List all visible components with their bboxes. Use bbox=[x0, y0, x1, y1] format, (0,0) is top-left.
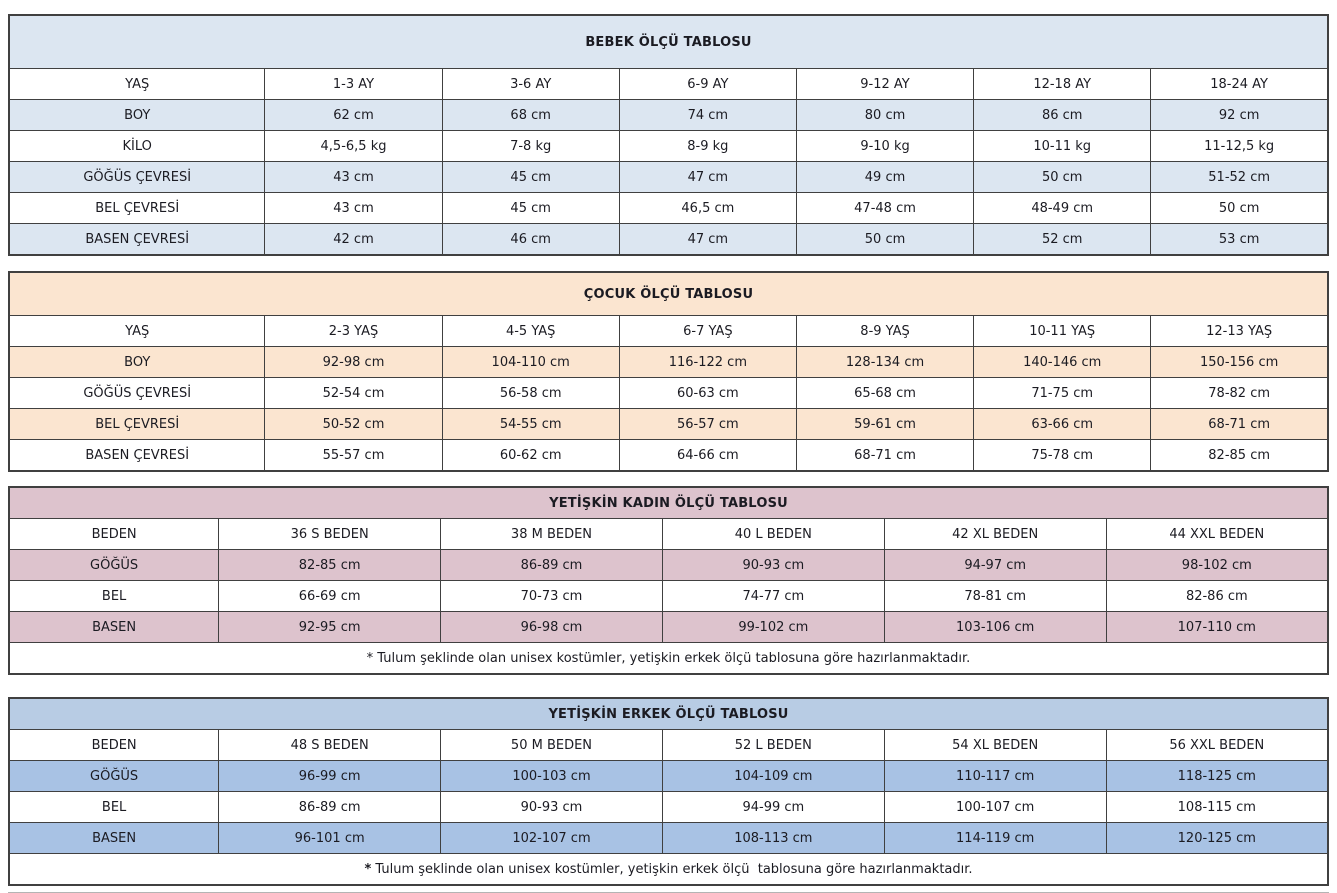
value-cell: 60-62 cm bbox=[442, 440, 619, 472]
value-cell: 100-103 cm bbox=[441, 761, 663, 792]
table-title-row bbox=[9, 272, 1328, 316]
row-label: BEL ÇEVRESİ bbox=[9, 193, 265, 224]
row-label: KİLO bbox=[9, 131, 265, 162]
value-cell: 110-117 cm bbox=[884, 761, 1106, 792]
row-header-label: BEDEN bbox=[9, 519, 219, 550]
value-cell: 100-107 cm bbox=[884, 792, 1106, 823]
value-cell: 43 cm bbox=[265, 193, 442, 224]
value-cell: 68 cm bbox=[442, 100, 619, 131]
kadin-size-table bbox=[8, 486, 1329, 675]
footnote-row bbox=[9, 854, 1328, 886]
row-label: BOY bbox=[9, 100, 265, 131]
value-cell: 99-102 cm bbox=[662, 612, 884, 643]
value-cell: 103-106 cm bbox=[884, 612, 1106, 643]
value-cell: 46,5 cm bbox=[619, 193, 796, 224]
cocuk-table-title: ÇOCUK ÖLÇÜ TABLOSU bbox=[9, 272, 1328, 316]
row-label: BOY bbox=[9, 347, 265, 378]
value-cell: 66-69 cm bbox=[219, 581, 441, 612]
value-cell: 94-99 cm bbox=[662, 792, 884, 823]
table-title-row bbox=[9, 487, 1328, 519]
value-cell: 49 cm bbox=[796, 162, 973, 193]
value-cell: 62 cm bbox=[265, 100, 442, 131]
table-row bbox=[9, 823, 1328, 854]
value-cell: 92-98 cm bbox=[265, 347, 442, 378]
column-header: 50 M BEDEN bbox=[441, 730, 663, 761]
table-row bbox=[9, 409, 1328, 440]
kadin-table-section bbox=[8, 486, 1329, 675]
value-cell: 116-122 cm bbox=[619, 347, 796, 378]
value-cell: 47-48 cm bbox=[796, 193, 973, 224]
value-cell: 82-86 cm bbox=[1106, 581, 1328, 612]
value-cell: 128-134 cm bbox=[796, 347, 973, 378]
value-cell: 68-71 cm bbox=[796, 440, 973, 472]
value-cell: 47 cm bbox=[619, 162, 796, 193]
column-header-row bbox=[9, 730, 1328, 761]
value-cell: 45 cm bbox=[442, 162, 619, 193]
column-header: 6-7 YAŞ bbox=[619, 316, 796, 347]
value-cell: 48-49 cm bbox=[974, 193, 1151, 224]
cocuk-size-table bbox=[8, 271, 1329, 472]
value-cell: 53 cm bbox=[1151, 224, 1328, 256]
column-header: 10-11 YAŞ bbox=[974, 316, 1151, 347]
row-label: GÖĞÜS ÇEVRESİ bbox=[9, 378, 265, 409]
value-cell: 150-156 cm bbox=[1151, 347, 1328, 378]
value-cell: 8-9 kg bbox=[619, 131, 796, 162]
bebek-table-section bbox=[8, 14, 1329, 256]
value-cell: 56-57 cm bbox=[619, 409, 796, 440]
value-cell: 74-77 cm bbox=[662, 581, 884, 612]
value-cell: 50 cm bbox=[796, 224, 973, 256]
table-row bbox=[9, 761, 1328, 792]
erkek-footnote bbox=[9, 854, 1328, 886]
erkek-size-table bbox=[8, 697, 1329, 886]
value-cell: 82-85 cm bbox=[219, 550, 441, 581]
value-cell: 96-98 cm bbox=[441, 612, 663, 643]
footnote-text: Tulum şeklinde olan unisex kostümler, yetişkin erkek ölçü tablosuna göre hazırlanmaktadır. bbox=[373, 650, 971, 666]
column-header: 52 L BEDEN bbox=[662, 730, 884, 761]
value-cell: 86-89 cm bbox=[219, 792, 441, 823]
row-header-label: YAŞ bbox=[9, 69, 265, 100]
value-cell: 65-68 cm bbox=[796, 378, 973, 409]
row-label: BASEN bbox=[9, 823, 219, 854]
value-cell: 107-110 cm bbox=[1106, 612, 1328, 643]
row-label: BASEN bbox=[9, 612, 219, 643]
value-cell: 92 cm bbox=[1151, 100, 1328, 131]
value-cell: 7-8 kg bbox=[442, 131, 619, 162]
column-header: 38 M BEDEN bbox=[441, 519, 663, 550]
value-cell: 74 cm bbox=[619, 100, 796, 131]
value-cell: 96-99 cm bbox=[219, 761, 441, 792]
table-row bbox=[9, 131, 1328, 162]
column-header: 56 XXL BEDEN bbox=[1106, 730, 1328, 761]
column-header: 36 S BEDEN bbox=[219, 519, 441, 550]
value-cell: 55-57 cm bbox=[265, 440, 442, 472]
value-cell: 120-125 cm bbox=[1106, 823, 1328, 854]
value-cell: 54-55 cm bbox=[442, 409, 619, 440]
value-cell: 86-89 cm bbox=[441, 550, 663, 581]
table-title-row bbox=[9, 15, 1328, 69]
value-cell: 118-125 cm bbox=[1106, 761, 1328, 792]
kadin-table-title: YETİŞKİN KADIN ÖLÇÜ TABLOSU bbox=[9, 487, 1328, 519]
value-cell: 43 cm bbox=[265, 162, 442, 193]
table-row bbox=[9, 581, 1328, 612]
value-cell: 108-115 cm bbox=[1106, 792, 1328, 823]
value-cell: 78-81 cm bbox=[884, 581, 1106, 612]
column-header-row bbox=[9, 519, 1328, 550]
column-header: 44 XXL BEDEN bbox=[1106, 519, 1328, 550]
erkek-table-section bbox=[8, 697, 1329, 886]
column-header: 12-13 YAŞ bbox=[1151, 316, 1328, 347]
row-header-label: YAŞ bbox=[9, 316, 265, 347]
column-header: 18-24 AY bbox=[1151, 69, 1328, 100]
column-header: 8-9 YAŞ bbox=[796, 316, 973, 347]
value-cell: 86 cm bbox=[974, 100, 1151, 131]
value-cell: 102-107 cm bbox=[441, 823, 663, 854]
value-cell: 59-61 cm bbox=[796, 409, 973, 440]
column-header: 9-12 AY bbox=[796, 69, 973, 100]
table-row bbox=[9, 612, 1328, 643]
value-cell: 64-66 cm bbox=[619, 440, 796, 472]
kadin-footnote bbox=[9, 643, 1328, 675]
value-cell: 50-52 cm bbox=[265, 409, 442, 440]
table-row bbox=[9, 550, 1328, 581]
table-row bbox=[9, 378, 1328, 409]
value-cell: 68-71 cm bbox=[1151, 409, 1328, 440]
value-cell: 92-95 cm bbox=[219, 612, 441, 643]
bebek-table-title: BEBEK ÖLÇÜ TABLOSU bbox=[9, 15, 1328, 69]
value-cell: 56-58 cm bbox=[442, 378, 619, 409]
column-header: 2-3 YAŞ bbox=[265, 316, 442, 347]
row-label: BASEN ÇEVRESİ bbox=[9, 440, 265, 472]
row-label: BEL ÇEVRESİ bbox=[9, 409, 265, 440]
value-cell: 98-102 cm bbox=[1106, 550, 1328, 581]
value-cell: 90-93 cm bbox=[441, 792, 663, 823]
value-cell: 47 cm bbox=[619, 224, 796, 256]
value-cell: 114-119 cm bbox=[884, 823, 1106, 854]
row-header-label: BEDEN bbox=[9, 730, 219, 761]
column-header: 6-9 AY bbox=[619, 69, 796, 100]
value-cell: 52-54 cm bbox=[265, 378, 442, 409]
bebek-size-table bbox=[8, 14, 1329, 256]
column-header: 48 S BEDEN bbox=[219, 730, 441, 761]
table-row bbox=[9, 440, 1328, 472]
column-header: 12-18 AY bbox=[974, 69, 1151, 100]
table-row bbox=[9, 162, 1328, 193]
column-header: 1-3 AY bbox=[265, 69, 442, 100]
value-cell: 96-101 cm bbox=[219, 823, 441, 854]
value-cell: 80 cm bbox=[796, 100, 973, 131]
column-header: 3-6 AY bbox=[442, 69, 619, 100]
table-row bbox=[9, 224, 1328, 256]
table-row bbox=[9, 347, 1328, 378]
size-tables-container bbox=[8, 14, 1329, 886]
value-cell: 10-11 kg bbox=[974, 131, 1151, 162]
value-cell: 71-75 cm bbox=[974, 378, 1151, 409]
value-cell: 11-12,5 kg bbox=[1151, 131, 1328, 162]
row-label: BASEN ÇEVRESİ bbox=[9, 224, 265, 256]
value-cell: 63-66 cm bbox=[974, 409, 1151, 440]
value-cell: 60-63 cm bbox=[619, 378, 796, 409]
value-cell: 82-85 cm bbox=[1151, 440, 1328, 472]
row-label: GÖĞÜS ÇEVRESİ bbox=[9, 162, 265, 193]
value-cell: 46 cm bbox=[442, 224, 619, 256]
value-cell: 50 cm bbox=[1151, 193, 1328, 224]
table-row bbox=[9, 100, 1328, 131]
row-label: GÖĞÜS bbox=[9, 550, 219, 581]
footnote-row bbox=[9, 643, 1328, 675]
value-cell: 50 cm bbox=[974, 162, 1151, 193]
column-header: 4-5 YAŞ bbox=[442, 316, 619, 347]
column-header: 40 L BEDEN bbox=[662, 519, 884, 550]
footnote-asterisk: * bbox=[364, 861, 372, 877]
value-cell: 90-93 cm bbox=[662, 550, 884, 581]
row-label: BEL bbox=[9, 792, 219, 823]
value-cell: 75-78 cm bbox=[974, 440, 1151, 472]
footnote-text: Tulum şeklinde olan unisex kostümler, yetişkin erkek ölçü tablosuna göre hazırlanmaktadır. bbox=[371, 861, 973, 877]
column-header: 54 XL BEDEN bbox=[884, 730, 1106, 761]
value-cell: 70-73 cm bbox=[441, 581, 663, 612]
column-header-row bbox=[9, 316, 1328, 347]
value-cell: 52 cm bbox=[974, 224, 1151, 256]
column-header-row bbox=[9, 69, 1328, 100]
value-cell: 9-10 kg bbox=[796, 131, 973, 162]
value-cell: 51-52 cm bbox=[1151, 162, 1328, 193]
column-header: 42 XL BEDEN bbox=[884, 519, 1106, 550]
row-label: GÖĞÜS bbox=[9, 761, 219, 792]
row-label: BEL bbox=[9, 581, 219, 612]
value-cell: 42 cm bbox=[265, 224, 442, 256]
value-cell: 4,5-6,5 kg bbox=[265, 131, 442, 162]
value-cell: 104-110 cm bbox=[442, 347, 619, 378]
table-title-row bbox=[9, 698, 1328, 730]
table-row bbox=[9, 193, 1328, 224]
value-cell: 78-82 cm bbox=[1151, 378, 1328, 409]
erkek-table-title: YETİŞKİN ERKEK ÖLÇÜ TABLOSU bbox=[9, 698, 1328, 730]
value-cell: 140-146 cm bbox=[974, 347, 1151, 378]
table-row bbox=[9, 792, 1328, 823]
value-cell: 94-97 cm bbox=[884, 550, 1106, 581]
value-cell: 45 cm bbox=[442, 193, 619, 224]
value-cell: 104-109 cm bbox=[662, 761, 884, 792]
footnote-asterisk: * bbox=[366, 650, 374, 666]
value-cell: 108-113 cm bbox=[662, 823, 884, 854]
cocuk-table-section bbox=[8, 271, 1329, 472]
